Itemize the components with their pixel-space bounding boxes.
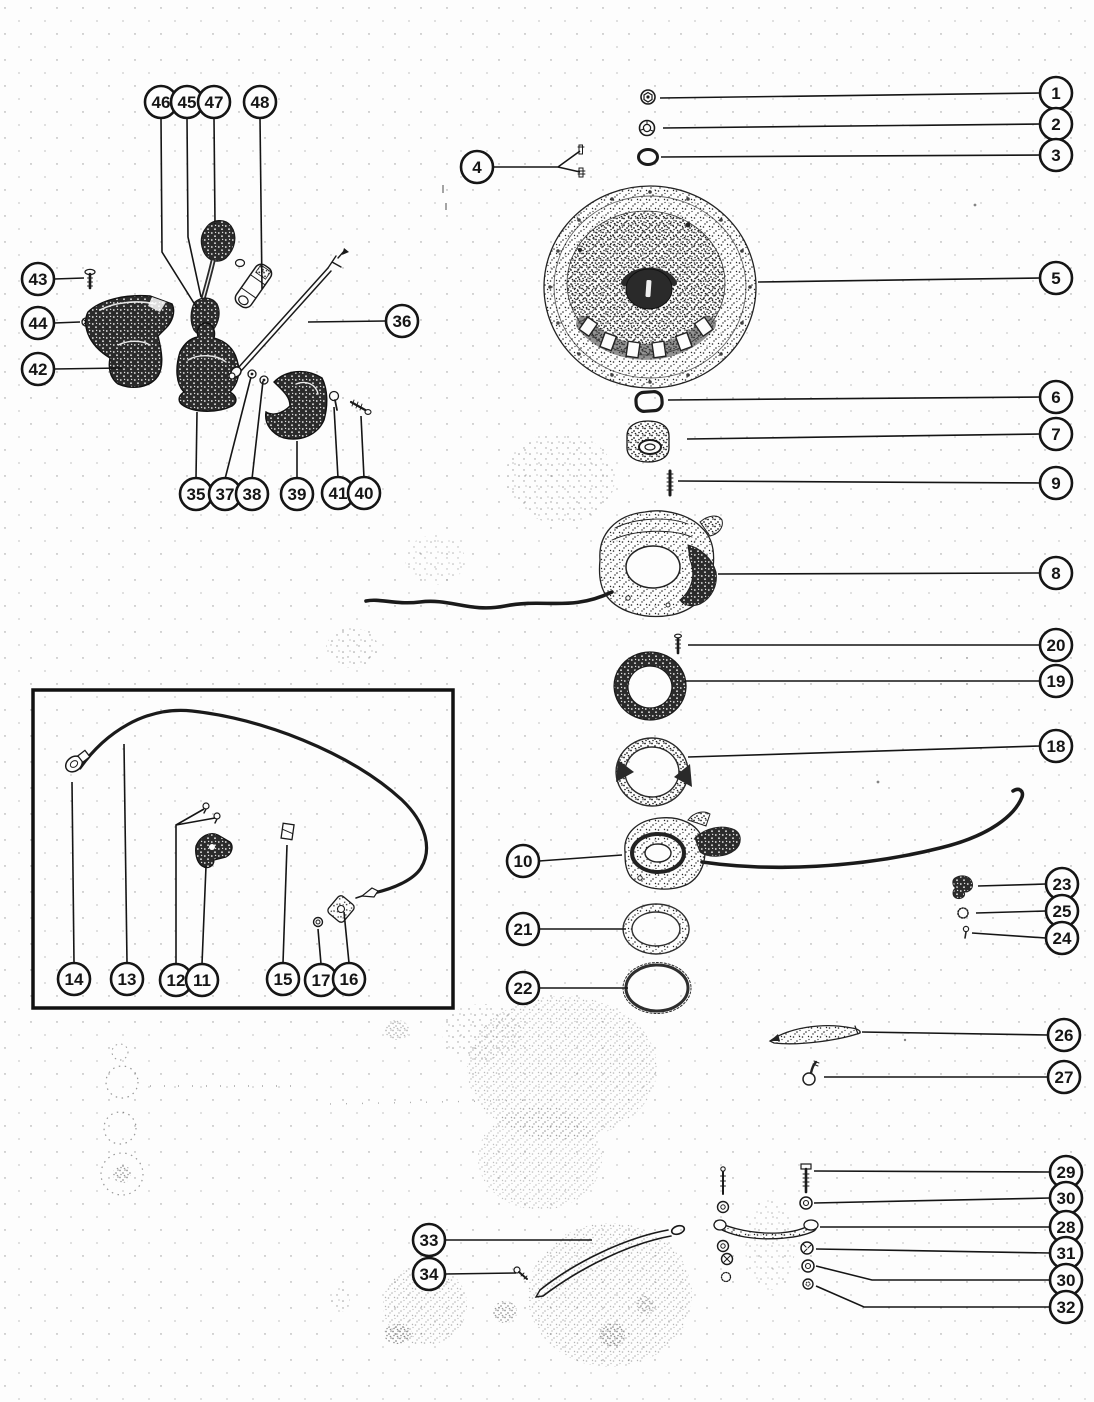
callout-number-44: 44 xyxy=(28,314,48,333)
callout-number-45: 45 xyxy=(177,93,197,112)
callout-number-23: 23 xyxy=(1052,875,1072,894)
callout-number-32: 32 xyxy=(1056,1298,1076,1317)
callout-number-41: 41 xyxy=(328,484,348,503)
callout-number-3: 3 xyxy=(1051,146,1061,165)
callout-number-6: 6 xyxy=(1051,388,1061,407)
callout-number-12: 12 xyxy=(166,971,186,990)
callout-number-46: 46 xyxy=(151,93,171,112)
callout-number-30: 30 xyxy=(1056,1189,1076,1208)
callout-number-2: 2 xyxy=(1051,115,1061,134)
callout-number-14: 14 xyxy=(64,970,84,989)
callout-number-19: 19 xyxy=(1046,672,1066,691)
part-nut-1 xyxy=(641,90,655,104)
callout-number-36: 36 xyxy=(392,312,412,331)
callout-number-17: 17 xyxy=(311,971,331,990)
callout-number-42: 42 xyxy=(28,360,48,379)
callout-number-28: 28 xyxy=(1056,1218,1076,1237)
part-bushing-7 xyxy=(627,421,669,462)
part-washer-2 xyxy=(640,121,655,136)
callout-number-47: 47 xyxy=(204,93,224,112)
callout-number-33: 33 xyxy=(419,1231,439,1250)
callout-number-34: 34 xyxy=(419,1265,439,1284)
callout-number-15: 15 xyxy=(273,970,293,989)
callout-number-21: 21 xyxy=(513,920,533,939)
callout-number-8: 8 xyxy=(1051,564,1061,583)
callout-number-25: 25 xyxy=(1052,902,1072,921)
callout-number-20: 20 xyxy=(1046,636,1066,655)
callout-number-30: 30 xyxy=(1056,1271,1076,1290)
callout-number-35: 35 xyxy=(186,485,206,504)
callout-number-5: 5 xyxy=(1051,269,1061,288)
callout-number-31: 31 xyxy=(1056,1244,1076,1263)
callout-number-38: 38 xyxy=(242,485,262,504)
callout-number-40: 40 xyxy=(354,484,374,503)
part-clip-15 xyxy=(281,823,294,839)
part-lockwasher-31 xyxy=(801,1242,813,1254)
callout-number-7: 7 xyxy=(1051,425,1061,444)
callout-number-26: 26 xyxy=(1054,1026,1074,1045)
callout-number-4: 4 xyxy=(472,158,482,177)
callout-number-39: 39 xyxy=(287,485,307,504)
part-nut-17 xyxy=(314,918,323,927)
callout-number-11: 11 xyxy=(193,971,211,990)
callout-number-22: 22 xyxy=(513,979,533,998)
callout-number-1: 1 xyxy=(1051,84,1061,103)
callout-number-9: 9 xyxy=(1051,474,1061,493)
part-washer-30a xyxy=(800,1197,812,1209)
callout-number-37: 37 xyxy=(215,485,235,504)
part-flywheel-5 xyxy=(544,186,756,388)
callout-number-48: 48 xyxy=(250,93,270,112)
callout-number-24: 24 xyxy=(1052,929,1072,948)
part-washer-30b xyxy=(802,1260,814,1272)
callout-number-10: 10 xyxy=(513,852,533,871)
callout-number-13: 13 xyxy=(117,970,137,989)
callout-number-18: 18 xyxy=(1046,737,1066,756)
callout-number-27: 27 xyxy=(1054,1068,1074,1087)
callout-number-43: 43 xyxy=(28,270,48,289)
part-washer-32 xyxy=(803,1279,813,1289)
callout-number-29: 29 xyxy=(1056,1163,1076,1182)
callout-number-16: 16 xyxy=(339,970,359,989)
